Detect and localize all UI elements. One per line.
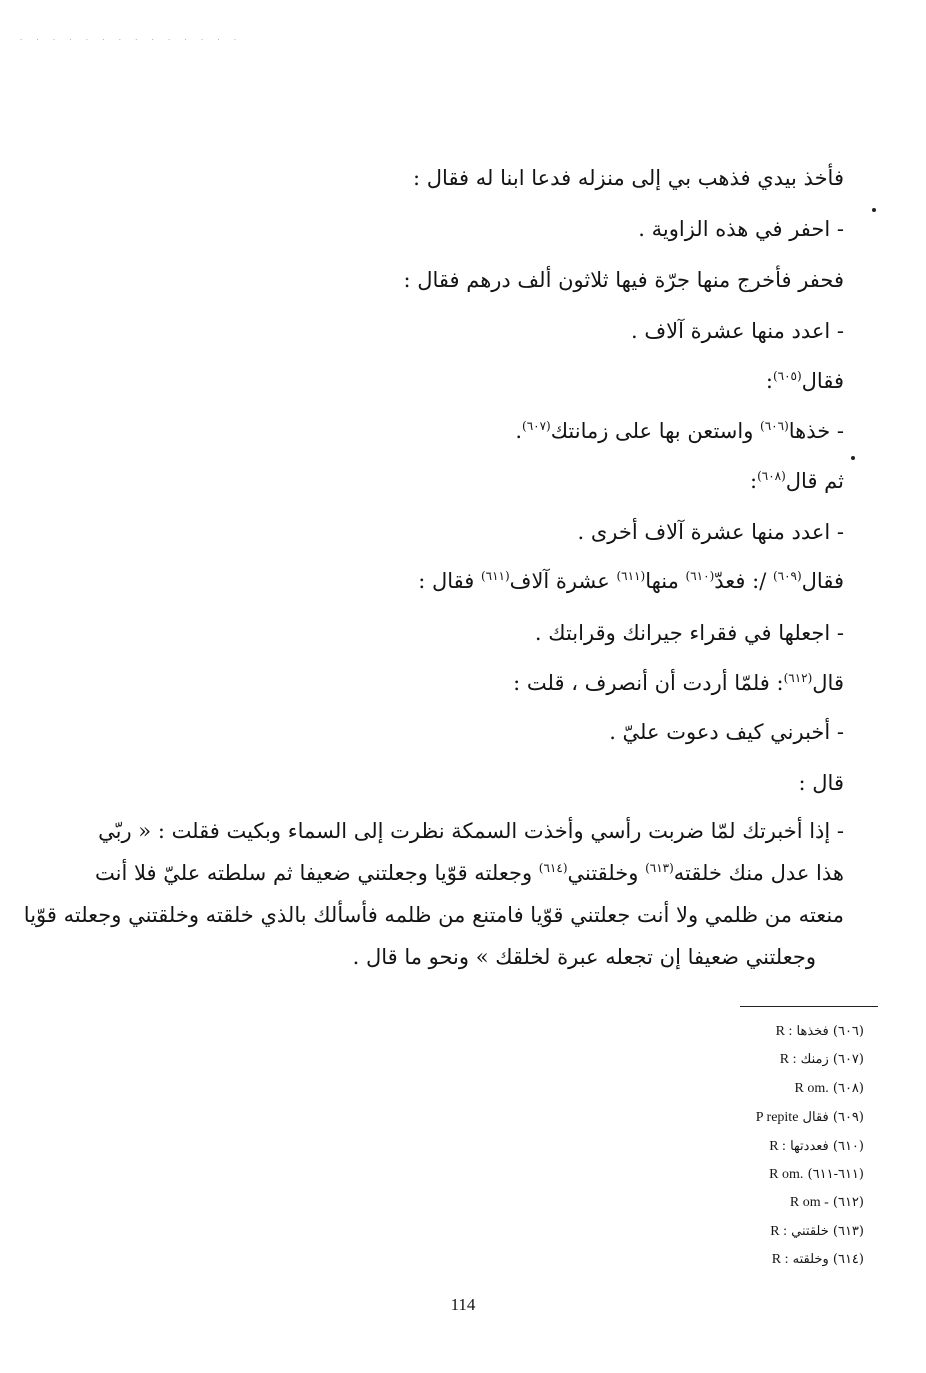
footnote: (٦٠٨) R om. <box>794 1081 864 1096</box>
text-line-13: قال : <box>798 771 844 795</box>
text-line-4: - اعدد منها عشرة آلاف . <box>631 319 844 343</box>
scan-dot <box>872 208 876 212</box>
text-line-12: - أخبرني كيف دعوت عليّ . <box>609 720 844 744</box>
footnote-ref: (٦١١) <box>480 569 510 583</box>
scan-artifact: · · · · · · · · · · · · · · <box>20 36 243 44</box>
footnote: (٦٠٩) فقال P repite <box>755 1110 864 1125</box>
footnote: (٦١٤) وخلقته R : <box>771 1252 864 1267</box>
footnote-ref: (٦١٠) <box>685 569 715 583</box>
text-line-6: - خذها$^{(٦٠٦)}$ واستعن بها على زمانتك$^{(٦٠٧)}$. <box>515 419 844 443</box>
scan-dot <box>851 456 855 460</box>
footnote: (٦١٣) خلقتني R : <box>770 1224 864 1239</box>
text-line-15: هذا عدل منك خلقته$^{(٦١٣)}$ وخلقتني$^{(٦١٤)}$ وجعلته قوّيا وجعلتني ضعيفا ثم سلطته عليّ فلا أنت <box>95 861 844 885</box>
footnote-ref: (٦٠٦) <box>760 419 789 433</box>
text-line-16: منعته من ظلمي ولا أنت جعلتني قوّيا فامتنع من ظلمه فأسألك بالذي خلقته وخلقتني وجعلته قوّيا <box>23 903 844 927</box>
text-line-1: فأخذ بيدي فذهب بي إلى منزله فدعا ابنا له فقال : <box>413 166 844 190</box>
text-line-8: - اعدد منها عشرة آلاف أخرى . <box>577 520 844 544</box>
footnote-ref: (٦١٤) <box>538 861 568 875</box>
page-number: 114 <box>450 1295 476 1314</box>
text-line-14: - إذا أخبرتك لمّا ضربت رأسي وأخذت السمكة نظرت إلى السماء وبكيت فقلت : « ربّي <box>98 819 844 843</box>
text-line-10: - اجعلها في فقراء جيرانك وقرابتك . <box>534 621 844 645</box>
footnote-rule <box>740 1006 878 1007</box>
footnote: (٦١١-٦١١) R om. <box>769 1167 864 1182</box>
footnote-ref: (٦٠٩) <box>772 569 802 583</box>
text-line-3: فحفر فأخرج منها جرّة فيها ثلاثون ألف درهم فقال : <box>403 268 844 292</box>
text-line-9: فقال$^{(٦٠٩)}$ /: فعدّ$^{(٦١٠)}$ منها$^{(٦١١)}$ عشرة آلاف$^{(٦١١)}$ فقال : <box>418 569 844 593</box>
text-line-7: ثم قال$^{(٦٠٨)}$: <box>750 469 844 493</box>
text-line-17: وجعلتني ضعيفا إن تجعله عبرة لخلقك » ونحو ما قال . <box>352 945 816 969</box>
text-line-2: - احفر في هذه الزاوية . <box>638 217 844 241</box>
footnote-ref: (٦٠٧) <box>522 419 551 433</box>
footnote-ref: (٦٠٨) <box>757 469 786 483</box>
text-line-5: فقال$^{(٦٠٥)}$: <box>765 369 844 393</box>
text-line-11: قال$^{(٦١٢)}$: فلمّا أردت أن أنصرف ، قلت : <box>513 671 844 695</box>
footnote-ref: (٦١٣) <box>645 861 674 875</box>
footnote: (٦١٢) R om - <box>789 1195 864 1210</box>
footnote: (٦٠٦) فخذها R : <box>775 1024 864 1039</box>
footnote-ref: (٦١٢) <box>783 671 813 685</box>
footnote-ref: (٦١١) <box>616 569 646 583</box>
footnote: (٦١٠) فعددتها R : <box>769 1139 864 1154</box>
footnote: (٦٠٧) زمنك R : <box>779 1052 864 1067</box>
footnote-ref: (٦٠٥) <box>772 369 802 383</box>
